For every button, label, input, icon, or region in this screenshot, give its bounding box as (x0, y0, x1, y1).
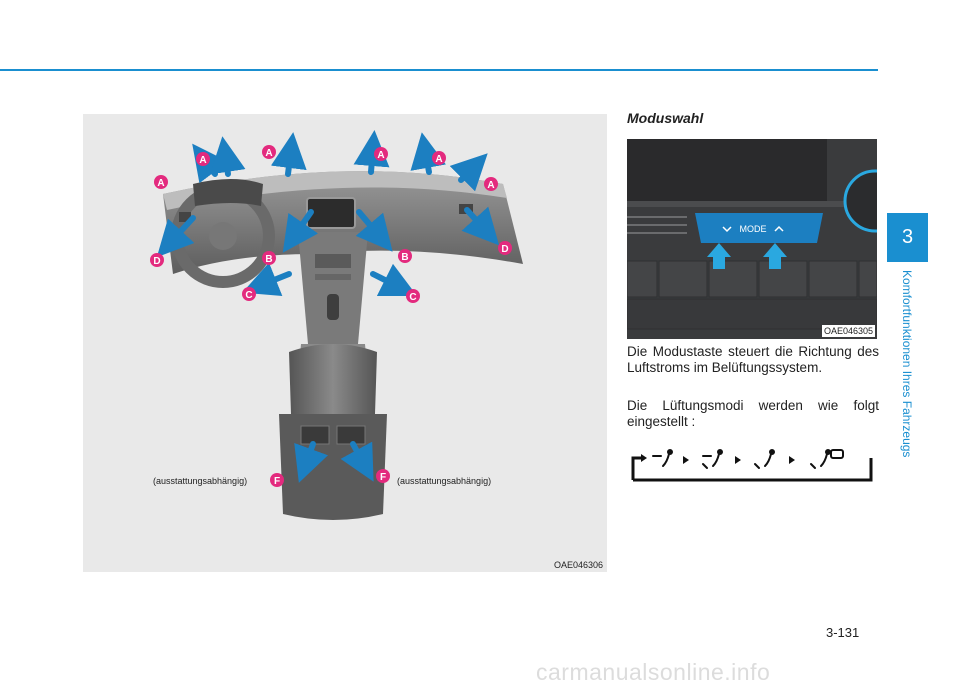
cabin-airflow-figure (83, 114, 607, 572)
mode-button-figure (627, 139, 877, 339)
header-rule (0, 69, 878, 71)
svg-text:D: D (501, 244, 509, 255)
body-paragraph-2: Die Lüftungsmodi werden wie folgt eingestellt : (627, 398, 879, 429)
note-optional-right: (ausstattungsabhängig) (397, 476, 492, 486)
watermark: carmanualsonline.info (536, 659, 771, 685)
svg-text:C: C (245, 290, 253, 301)
note-optional-left: (ausstattungsabhängig) (153, 476, 248, 486)
badge-a: A (199, 155, 207, 166)
chapter-number-tab: 3 (887, 213, 928, 262)
chapter-title: Komfortfunktionen Ihres Fahrzeugs (900, 270, 914, 458)
figure-code-main: OAE046306 (553, 560, 603, 570)
svg-text:D: D (153, 256, 161, 267)
svg-text:C: C (409, 292, 417, 303)
svg-text:B: B (265, 254, 273, 265)
svg-text:F: F (273, 476, 281, 487)
mode-panel-illustration (627, 139, 877, 339)
figure-code-mode: OAE046305 (823, 326, 873, 336)
svg-text:A: A (435, 154, 443, 165)
cabin-illustration (83, 114, 607, 572)
body-paragraph-1: Die Modustaste steuert die Richtung des Luftstroms im Belüftungssystem. (627, 344, 879, 375)
section-title: Moduswahl (627, 110, 704, 126)
page-number: 3-131 (826, 625, 860, 640)
svg-text:B: B (401, 252, 409, 263)
svg-text:A: A (265, 148, 273, 159)
svg-text:A: A (157, 178, 165, 189)
mode-button-label: MODE (739, 224, 767, 234)
svg-text:F: F (379, 472, 387, 483)
svg-text:A: A (487, 180, 495, 191)
ventilation-modes-sequence (627, 446, 877, 486)
svg-text:A: A (377, 150, 385, 161)
